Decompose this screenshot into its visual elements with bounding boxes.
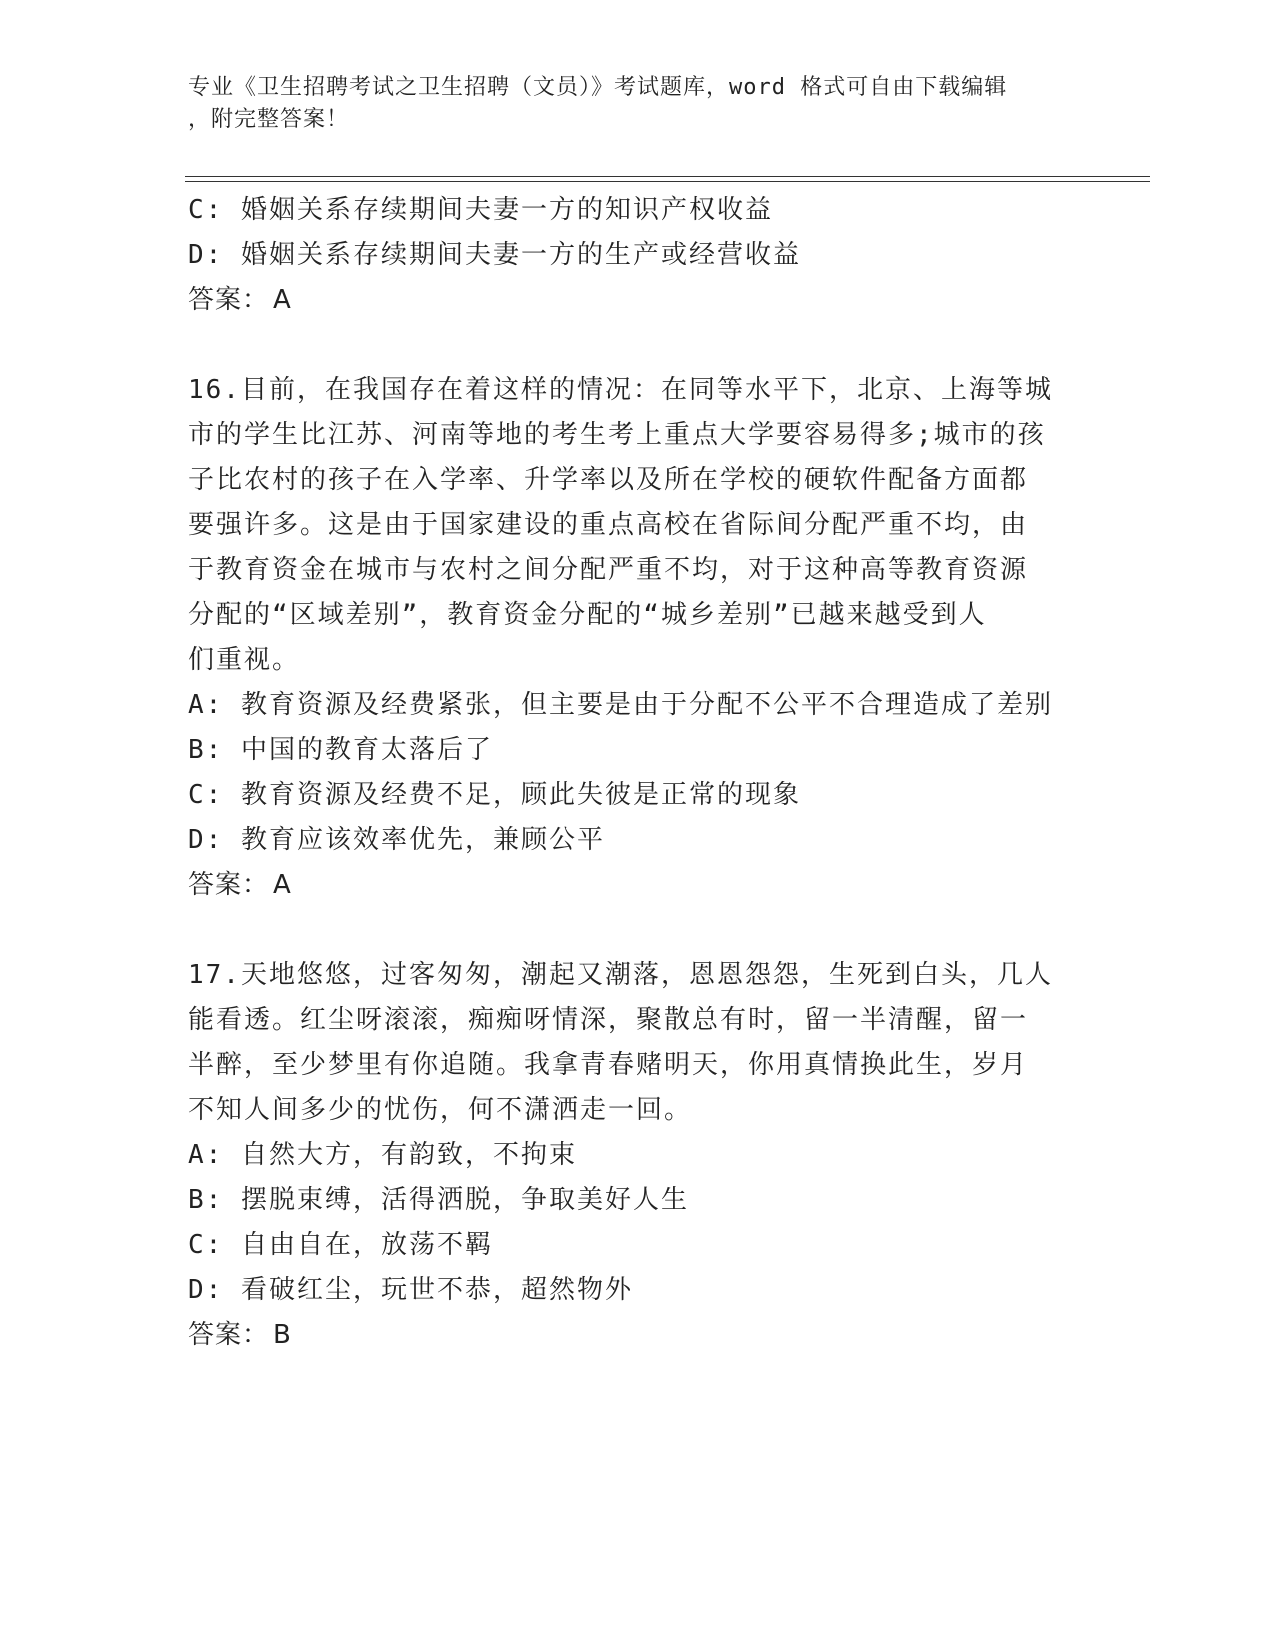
previous-question-tail — [188, 188, 1088, 323]
answer-label: 答案： — [188, 870, 270, 900]
question-stem-line: 17.天地悠悠，过客匆匆，潮起又潮落，恩恩怨怨，生死到白头，几人 — [188, 960, 1053, 990]
answer-line — [188, 1313, 1088, 1358]
answer-value: A — [273, 870, 292, 900]
option-d: D: 教育应该效率优先，兼顾公平 — [188, 825, 605, 855]
option-b: B: 摆脱束缚，活得洒脱，争取美好人生 — [188, 1185, 689, 1215]
question-stem-line: 于教育资金在城市与农村之间分配严重不均，对于这种高等教育资源 — [188, 555, 1029, 585]
question-content — [188, 188, 1088, 1358]
option-c: C: 教育资源及经费不足，顾此失彼是正常的现象 — [188, 780, 801, 810]
question-stem-line: 市的学生比江苏、河南等地的考生考上重点大学要容易得多;城市的孩 — [188, 420, 1046, 450]
question-stem-line: 半醉，至少梦里有你追随。我拿青春赌明天，你用真情换此生，岁月 — [188, 1050, 1029, 1080]
answer-value: B — [273, 1320, 292, 1350]
question-stem-line: 分配的“区域差别”，教育资金分配的“城乡差别”已越来越受到人 — [188, 600, 987, 630]
question-spacer — [188, 323, 1088, 368]
page-header — [188, 72, 1088, 136]
question-stem-line: 能看透。红尘呀滚滚，痴痴呀情深，聚散总有时，留一半清醒，留一 — [188, 1005, 1029, 1035]
option-b: B: 中国的教育太落后了 — [188, 735, 493, 765]
option-a: A: 教育资源及经费紧张，但主要是由于分配不公平不合理造成了差别 — [188, 690, 1053, 720]
header-divider-top — [185, 176, 1150, 177]
question-spacer — [188, 908, 1088, 953]
option-a: A: 自然大方，有韵致，不拘束 — [188, 1140, 577, 1170]
question-stem-line: 子比农村的孩子在入学率、升学率以及所在学校的硬软件配备方面都 — [188, 465, 1029, 495]
answer-value: A — [273, 285, 292, 315]
question-17 — [188, 953, 1088, 1358]
question-stem-line: 要强许多。这是由于国家建设的重点高校在省际间分配严重不均，由 — [188, 510, 1029, 540]
option-d: D: 看破红尘，玩世不恭，超然物外 — [188, 1275, 633, 1305]
option-c: C: 自由自在，放荡不羁 — [188, 1230, 493, 1260]
header-title-line: 专业《卫生招聘考试之卫生招聘（文员）》考试题库，word 格式可自由下载编辑 — [188, 75, 1008, 100]
answer-label: 答案： — [188, 285, 270, 315]
option-d: D: 婚姻关系存续期间夫妻一方的生产或经营收益 — [188, 240, 801, 270]
question-stem-line: 16.目前，在我国存在着这样的情况：在同等水平下，北京、上海等城 — [188, 375, 1053, 405]
header-title-continuation: ，附完整答案！ — [188, 107, 350, 132]
header-divider-bottom — [185, 181, 1150, 182]
answer-line — [188, 278, 1088, 323]
question-stem-line: 们重视。 — [188, 645, 301, 675]
question-16 — [188, 368, 1088, 908]
question-stem-line: 不知人间多少的忧伤，何不潇洒走一回。 — [188, 1095, 693, 1125]
option-c: C: 婚姻关系存续期间夫妻一方的知识产权收益 — [188, 195, 773, 225]
answer-line — [188, 863, 1088, 908]
answer-label: 答案： — [188, 1320, 270, 1350]
